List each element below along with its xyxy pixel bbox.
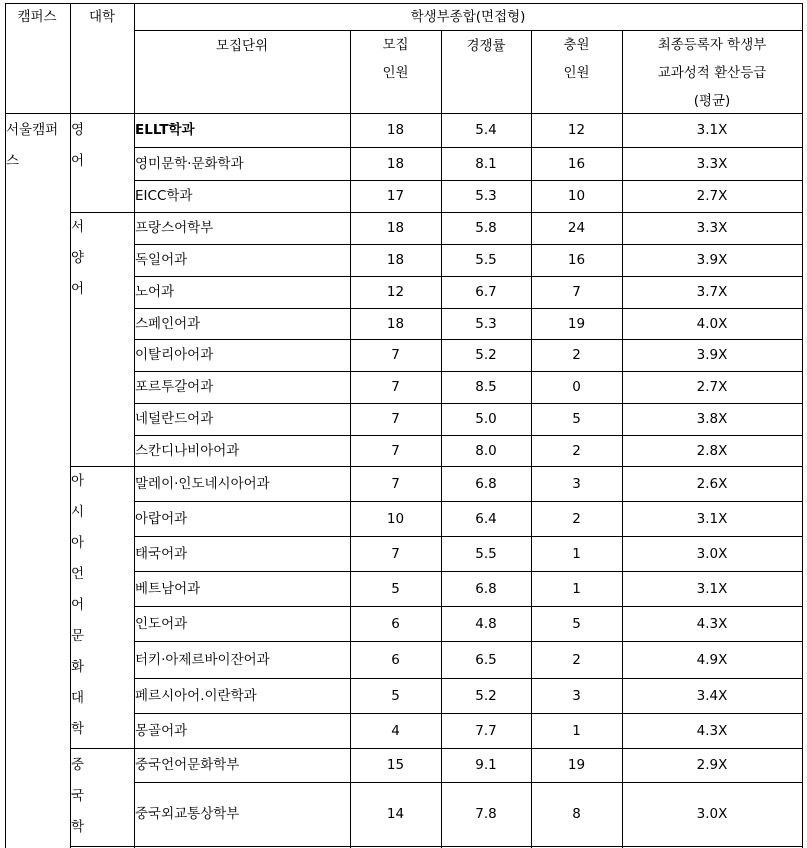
- college-char: 양: [71, 250, 85, 266]
- row-quota: 15: [386, 757, 405, 773]
- row-quota: 7: [391, 545, 400, 562]
- header-campus: 캠퍼스: [17, 9, 57, 25]
- row-unit: 독일어과: [135, 252, 188, 268]
- row-unit: 프랑스어학부: [135, 220, 214, 236]
- row-unit: 스페인어과: [135, 315, 201, 332]
- header-extra-line2: 인원: [563, 65, 590, 81]
- row-extra: 1: [572, 722, 581, 739]
- row-quota: 18: [386, 220, 405, 236]
- row-extra: 2: [572, 442, 581, 459]
- row-ratio: 7.8: [475, 806, 497, 822]
- row-unit: 네덜란드어과: [135, 411, 214, 427]
- row-quota: 6: [391, 651, 400, 668]
- row-ratio: 8.1: [475, 155, 497, 172]
- row-quota: 7: [391, 347, 400, 363]
- row-quota: 7: [391, 475, 400, 492]
- row-quota: 14: [386, 806, 405, 822]
- college-char: 어: [71, 153, 85, 169]
- row-quota: 5: [391, 687, 400, 704]
- row-grade: 3.1X: [696, 510, 728, 527]
- row-extra: 24: [567, 220, 586, 236]
- college-char: 아: [71, 535, 85, 551]
- row-extra: 7: [572, 284, 581, 300]
- college-chinese: [71, 750, 133, 843]
- row-unit: 포르투갈어과: [135, 379, 214, 395]
- row-grade: 3.1X: [696, 122, 728, 138]
- college-char: 영: [71, 122, 85, 138]
- row-extra: 5: [572, 411, 581, 427]
- row-ratio: 6.8: [475, 580, 497, 597]
- row-extra: 3: [572, 687, 581, 704]
- row-grade: 4.0X: [696, 315, 728, 332]
- college-char: 어: [71, 281, 85, 297]
- row-extra: 19: [567, 315, 586, 332]
- header-group-title: 학생부종합(면접형): [410, 9, 526, 25]
- row-unit: EICC학과: [135, 188, 193, 204]
- row-extra: 0: [572, 379, 581, 395]
- college-char: 문: [71, 628, 85, 644]
- row-grade: 2.8X: [696, 442, 728, 459]
- row-quota: 18: [386, 155, 405, 172]
- row-ratio: 5.0: [475, 411, 497, 427]
- row-ratio: 5.3: [475, 315, 497, 332]
- row-grade: 3.3X: [696, 155, 728, 172]
- row-extra: 1: [572, 545, 581, 562]
- row-unit: 중국외교통상학부: [135, 806, 240, 822]
- row-unit: 태국어과: [135, 545, 188, 562]
- row-extra: 3: [572, 475, 581, 492]
- row-quota: 18: [386, 252, 405, 268]
- row-ratio: 5.5: [475, 252, 497, 268]
- header-college: 대학: [88, 9, 116, 25]
- row-unit: 영미문학·문화학과: [135, 155, 244, 172]
- row-extra: 1: [572, 580, 581, 597]
- row-quota: 17: [386, 188, 405, 204]
- row-unit: 이탈리아어과: [135, 347, 214, 363]
- row-extra: 8: [572, 806, 581, 822]
- campus-line: 서울캠퍼: [6, 122, 59, 138]
- row-extra: 5: [572, 615, 581, 632]
- row-ratio: 6.5: [475, 651, 497, 668]
- header-grade: [622, 31, 802, 115]
- college-english: [71, 115, 133, 177]
- row-ratio: 9.1: [475, 757, 497, 773]
- row-unit: 아랍어과: [135, 510, 188, 527]
- row-unit: 인도어과: [135, 615, 188, 632]
- row-unit: 몽골어과: [135, 722, 188, 739]
- row-extra: 16: [567, 155, 586, 172]
- college-char: 학: [71, 721, 85, 737]
- header-grade-line3: (평균): [693, 93, 731, 109]
- row-quota: 7: [391, 379, 400, 395]
- row-quota: 18: [386, 315, 405, 332]
- college-char: 중: [71, 757, 85, 773]
- campus-line: 스: [6, 153, 20, 169]
- row-unit: 베트남어과: [135, 580, 201, 597]
- row-quota: 18: [386, 122, 405, 138]
- row-unit: 노어과: [135, 284, 175, 300]
- college-char: 대: [71, 690, 85, 706]
- header-unit: 모집단위: [215, 38, 269, 54]
- row-extra: 2: [572, 347, 581, 363]
- row-ratio: 7.7: [475, 722, 497, 739]
- row-unit: 스칸디나비아어과: [135, 442, 240, 459]
- row-unit: 중국언어문화학부: [135, 757, 240, 773]
- row-grade: 4.3X: [696, 722, 728, 739]
- row-quota: 6: [391, 615, 400, 632]
- row-grade: 3.0X: [696, 545, 728, 562]
- row-ratio: 5.5: [475, 545, 497, 562]
- college-char: 언: [71, 566, 85, 582]
- row-extra: 10: [567, 188, 586, 204]
- row-grade: 3.0X: [696, 806, 728, 822]
- row-extra: 19: [567, 757, 586, 773]
- college-char: 화: [71, 659, 85, 675]
- row-ratio: 8.5: [475, 379, 497, 395]
- row-ratio: 6.7: [475, 284, 497, 300]
- row-ratio: 5.2: [475, 347, 497, 363]
- row-extra: 2: [572, 510, 581, 527]
- row-quota: 5: [391, 580, 400, 597]
- row-grade: 2.7X: [696, 188, 728, 204]
- row-ratio: 6.8: [475, 475, 497, 492]
- header-extra: [531, 31, 622, 87]
- college-char: 서: [71, 219, 85, 235]
- row-extra: 2: [572, 651, 581, 668]
- row-unit: 말레이·인도네시아어과: [135, 475, 270, 492]
- row-grade: 2.7X: [696, 379, 728, 395]
- row-ratio: 5.3: [475, 188, 497, 204]
- college-char: 국: [71, 788, 85, 804]
- row-grade: 3.9X: [696, 347, 728, 363]
- row-ratio: 6.4: [475, 510, 497, 527]
- college-char: 어: [71, 597, 85, 613]
- header-extra-line1: 충원: [563, 37, 590, 53]
- header-grade-line2: 교과성적 환산등급: [657, 65, 767, 81]
- row-grade: 3.3X: [696, 220, 728, 236]
- row-grade: 3.1X: [696, 580, 728, 597]
- college-western: [71, 212, 133, 305]
- college-asian: [71, 466, 133, 745]
- row-extra: 16: [567, 252, 586, 268]
- header-grade-line1: 최종등록자 학생부: [657, 37, 767, 53]
- row-quota: 10: [386, 510, 405, 527]
- row-quota: 12: [386, 284, 405, 300]
- row-ratio: 4.8: [475, 615, 497, 632]
- row-grade: 3.7X: [696, 284, 728, 300]
- row-unit: 터키·아제르바이잔어과: [135, 651, 270, 668]
- row-grade: 3.9X: [696, 252, 728, 268]
- row-unit: 페르시아어.이란학과: [135, 687, 257, 704]
- row-grade: 3.8X: [696, 411, 728, 427]
- row-extra: 12: [567, 122, 586, 138]
- header-quota: [350, 31, 441, 87]
- row-unit: ELLT학과: [135, 122, 195, 138]
- row-quota: 7: [391, 442, 400, 459]
- row-ratio: 5.8: [475, 220, 497, 236]
- college-char: 아: [71, 473, 85, 489]
- row-grade: 4.9X: [696, 651, 728, 668]
- row-ratio: 5.4: [475, 122, 497, 138]
- header-quota-line1: 모집: [382, 37, 409, 53]
- header-quota-line2: 인원: [382, 65, 409, 81]
- header-ratio: 경쟁률: [466, 38, 506, 54]
- row-grade: 2.9X: [696, 757, 728, 773]
- campus-cell: [6, 115, 70, 177]
- row-quota: 7: [391, 411, 400, 427]
- row-ratio: 5.2: [475, 687, 497, 704]
- row-grade: 3.4X: [696, 687, 728, 704]
- row-grade: 2.6X: [696, 475, 728, 492]
- college-char: 시: [71, 504, 85, 520]
- college-char: 학: [71, 819, 85, 835]
- row-ratio: 8.0: [475, 442, 497, 459]
- row-grade: 4.3X: [696, 615, 728, 632]
- row-quota: 4: [391, 722, 400, 739]
